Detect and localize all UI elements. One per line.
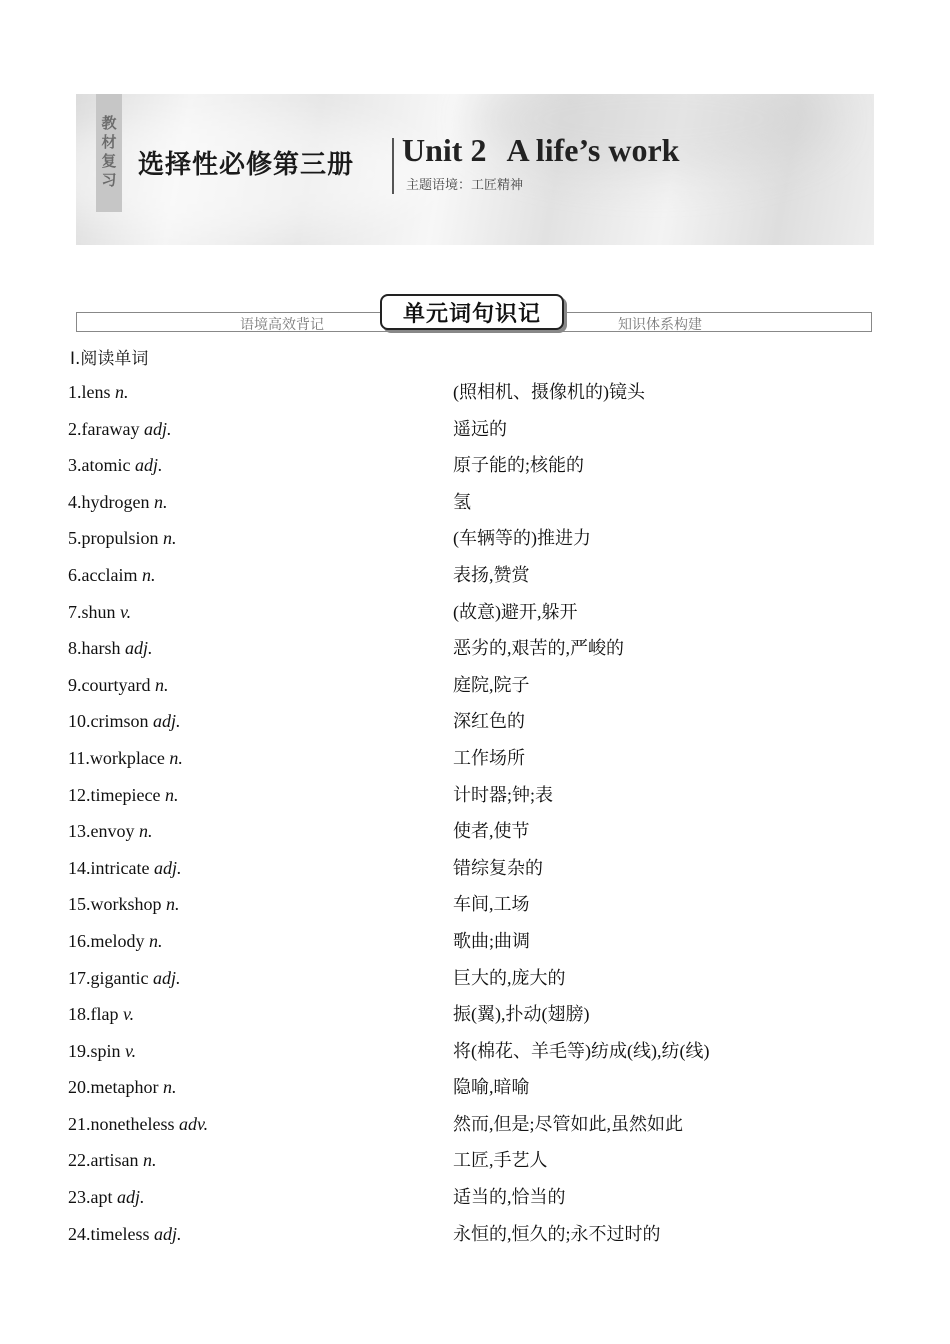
list-item xyxy=(68,1106,888,1143)
list-item xyxy=(68,484,888,521)
word-number: 14. xyxy=(68,857,91,878)
word-entry xyxy=(68,813,153,850)
part-of-speech: n. xyxy=(115,382,129,402)
part-of-speech: n. xyxy=(166,894,180,915)
list-item xyxy=(68,447,888,484)
word-number: 3. xyxy=(68,455,82,476)
word-text: harsh xyxy=(81,638,121,659)
part-of-speech: adj. xyxy=(152,967,181,988)
word-number: 19. xyxy=(68,1040,91,1061)
word-meaning: 遥远的 xyxy=(453,418,507,439)
word-number: 24. xyxy=(68,1223,91,1244)
word-entry xyxy=(68,740,183,777)
word-entry xyxy=(68,447,163,484)
word-entry xyxy=(68,1142,156,1179)
title-divider xyxy=(392,138,394,194)
word-meaning: 车间,工场 xyxy=(453,894,530,915)
word-number: 22. xyxy=(68,1150,91,1171)
word-number: 9. xyxy=(68,674,82,695)
word-entry xyxy=(68,520,177,557)
list-item xyxy=(68,594,888,631)
word-meaning: (车辆等的)推进力 xyxy=(453,528,591,549)
list-item xyxy=(68,1216,888,1253)
list-item xyxy=(68,923,888,960)
word-number: 16. xyxy=(68,930,91,951)
word-text: spin xyxy=(90,1040,121,1061)
word-text: workplace xyxy=(89,747,165,768)
list-item xyxy=(68,630,888,667)
part-of-speech: n. xyxy=(154,674,169,695)
word-entry xyxy=(68,557,155,594)
part-of-speech: adj. xyxy=(153,711,181,732)
word-text: timeless xyxy=(90,1223,150,1244)
word-text: faraway xyxy=(81,418,140,439)
unit-title xyxy=(402,132,679,169)
word-meaning: 氢 xyxy=(453,491,471,512)
word-entry xyxy=(68,411,171,448)
word-meaning: (照相机、摄像机的)镜头 xyxy=(453,382,645,402)
word-list xyxy=(68,374,888,1252)
word-entry xyxy=(68,630,153,667)
word-meaning: 恶劣的,艰苦的,严峻的 xyxy=(453,638,624,659)
word-text: timepiece xyxy=(90,784,161,805)
word-entry xyxy=(68,1033,136,1070)
section-right-label: 知识体系构建 xyxy=(618,318,702,333)
list-item xyxy=(68,996,888,1033)
word-entry xyxy=(68,1216,182,1253)
word-entry xyxy=(68,484,167,521)
word-number: 1. xyxy=(68,382,82,402)
word-meaning: 巨大的,庞大的 xyxy=(453,967,566,988)
word-text: crimson xyxy=(90,711,149,732)
word-meaning: 适当的,恰当的 xyxy=(453,1187,566,1208)
word-text: flap xyxy=(90,1004,119,1025)
word-meaning: 歌曲;曲调 xyxy=(453,930,531,951)
list-item xyxy=(68,1033,888,1070)
word-text: workshop xyxy=(90,894,162,915)
word-meaning: 庭院,院子 xyxy=(453,674,530,695)
word-entry xyxy=(68,777,178,814)
word-number: 7. xyxy=(68,601,82,622)
word-text: gigantic xyxy=(90,967,149,988)
list-item xyxy=(68,813,888,850)
list-item xyxy=(68,703,888,740)
section-title: 单元词句识记 xyxy=(380,294,564,330)
word-entry xyxy=(68,1106,208,1143)
word-text: artisan xyxy=(90,1150,139,1171)
part-of-speech: adj. xyxy=(134,455,163,476)
word-number: 2. xyxy=(68,418,82,439)
part-of-speech: adj. xyxy=(125,638,153,659)
word-entry xyxy=(68,960,181,997)
word-entry xyxy=(68,996,134,1033)
part-of-speech: n. xyxy=(139,821,153,842)
word-meaning: 永恒的,恒久的;永不过时的 xyxy=(453,1223,661,1244)
word-meaning: 工匠,手艺人 xyxy=(453,1150,548,1171)
word-meaning: 表扬,赞赏 xyxy=(453,564,530,585)
list-item xyxy=(68,850,888,887)
list-item xyxy=(68,960,888,997)
theme-context: 主题语境：工匠精神 xyxy=(406,178,524,193)
list-item xyxy=(68,411,888,448)
word-meaning: 振(翼),扑动(翅膀) xyxy=(453,1004,590,1025)
part-of-speech: adj. xyxy=(153,857,182,878)
chapter-banner xyxy=(76,94,874,245)
word-number: 5. xyxy=(68,528,82,549)
unit-name: A life’s work xyxy=(506,132,680,168)
word-number: 12. xyxy=(68,784,91,805)
word-meaning: 计时器;钟;表 xyxy=(453,784,554,805)
list-item xyxy=(68,1179,888,1216)
side-tag: 教材复习 xyxy=(96,94,122,212)
word-number: 18. xyxy=(68,1004,91,1025)
part-of-speech: adv. xyxy=(178,1113,209,1134)
list-item xyxy=(68,777,888,814)
word-text: apt xyxy=(90,1187,113,1208)
list-item xyxy=(68,740,888,777)
word-number: 11. xyxy=(68,747,90,768)
word-number: 13. xyxy=(68,821,91,842)
word-number: 6. xyxy=(68,564,82,585)
list-item xyxy=(68,1069,888,1106)
word-number: 8. xyxy=(68,638,82,659)
part-of-speech: v. xyxy=(122,1004,135,1025)
word-text: nonetheless xyxy=(90,1113,175,1134)
word-number: 21. xyxy=(68,1113,91,1134)
word-entry xyxy=(68,374,129,411)
section-left-label: 语境高效背记 xyxy=(240,318,324,333)
part-of-speech: v. xyxy=(125,1040,137,1061)
word-number: 23. xyxy=(68,1187,91,1208)
word-entry xyxy=(68,667,168,704)
word-number: 15. xyxy=(68,894,91,915)
part-of-speech: n. xyxy=(141,564,156,585)
word-text: intricate xyxy=(90,857,150,878)
word-number: 17. xyxy=(68,967,91,988)
word-text: shun xyxy=(81,601,116,622)
list-item xyxy=(68,1142,888,1179)
word-text: hydrogen xyxy=(81,491,150,512)
word-number: 20. xyxy=(68,1077,91,1098)
part-of-speech: adj. xyxy=(143,418,172,439)
word-entry xyxy=(68,594,131,631)
word-meaning: 深红色的 xyxy=(453,711,525,732)
word-meaning: 原子能的;核能的 xyxy=(453,455,585,476)
word-meaning: 然而,但是;尽管如此,虽然如此 xyxy=(453,1113,683,1134)
word-entry xyxy=(68,886,180,923)
word-text: courtyard xyxy=(81,674,151,695)
part-of-speech: n. xyxy=(162,1077,177,1098)
word-meaning: (故意)避开,躲开 xyxy=(453,601,578,622)
list-item xyxy=(68,557,888,594)
part-of-speech: adj. xyxy=(117,1187,145,1208)
word-meaning: 使者,使节 xyxy=(453,821,530,842)
part-of-speech: n. xyxy=(169,747,183,768)
word-text: lens xyxy=(81,382,111,402)
book-title: 选择性必修第三册 xyxy=(138,150,355,180)
word-text: melody xyxy=(90,930,145,951)
part-of-speech: n. xyxy=(163,528,177,549)
list-item xyxy=(68,667,888,704)
word-text: atomic xyxy=(81,455,131,476)
word-text: metaphor xyxy=(90,1077,159,1098)
word-entry xyxy=(68,850,181,887)
word-meaning: 工作场所 xyxy=(453,747,525,768)
word-entry xyxy=(68,1069,176,1106)
list-item xyxy=(68,374,888,411)
list-item xyxy=(68,886,888,923)
part-of-speech: n. xyxy=(149,930,163,951)
word-number: 10. xyxy=(68,711,91,732)
unit-number: Unit 2 xyxy=(402,132,487,168)
word-meaning: 错综复杂的 xyxy=(453,857,543,878)
part-of-speech: n. xyxy=(142,1150,157,1171)
word-text: envoy xyxy=(90,821,135,842)
part-of-speech: adj. xyxy=(154,1223,182,1244)
word-number: 4. xyxy=(68,491,82,512)
word-meaning: 将(棉花、羊毛等)纺成(线),纺(线) xyxy=(453,1040,710,1061)
part-of-speech: v. xyxy=(120,601,132,622)
part-of-speech: n. xyxy=(153,491,168,512)
word-meaning: 隐喻,暗喻 xyxy=(453,1077,530,1098)
word-text: acclaim xyxy=(81,564,138,585)
part-of-speech: n. xyxy=(164,784,179,805)
list-item xyxy=(68,520,888,557)
word-entry xyxy=(68,703,181,740)
word-entry xyxy=(68,923,163,960)
word-text: propulsion xyxy=(81,528,159,549)
word-entry xyxy=(68,1179,145,1216)
list-heading: Ⅰ.阅读单词 xyxy=(70,349,149,369)
